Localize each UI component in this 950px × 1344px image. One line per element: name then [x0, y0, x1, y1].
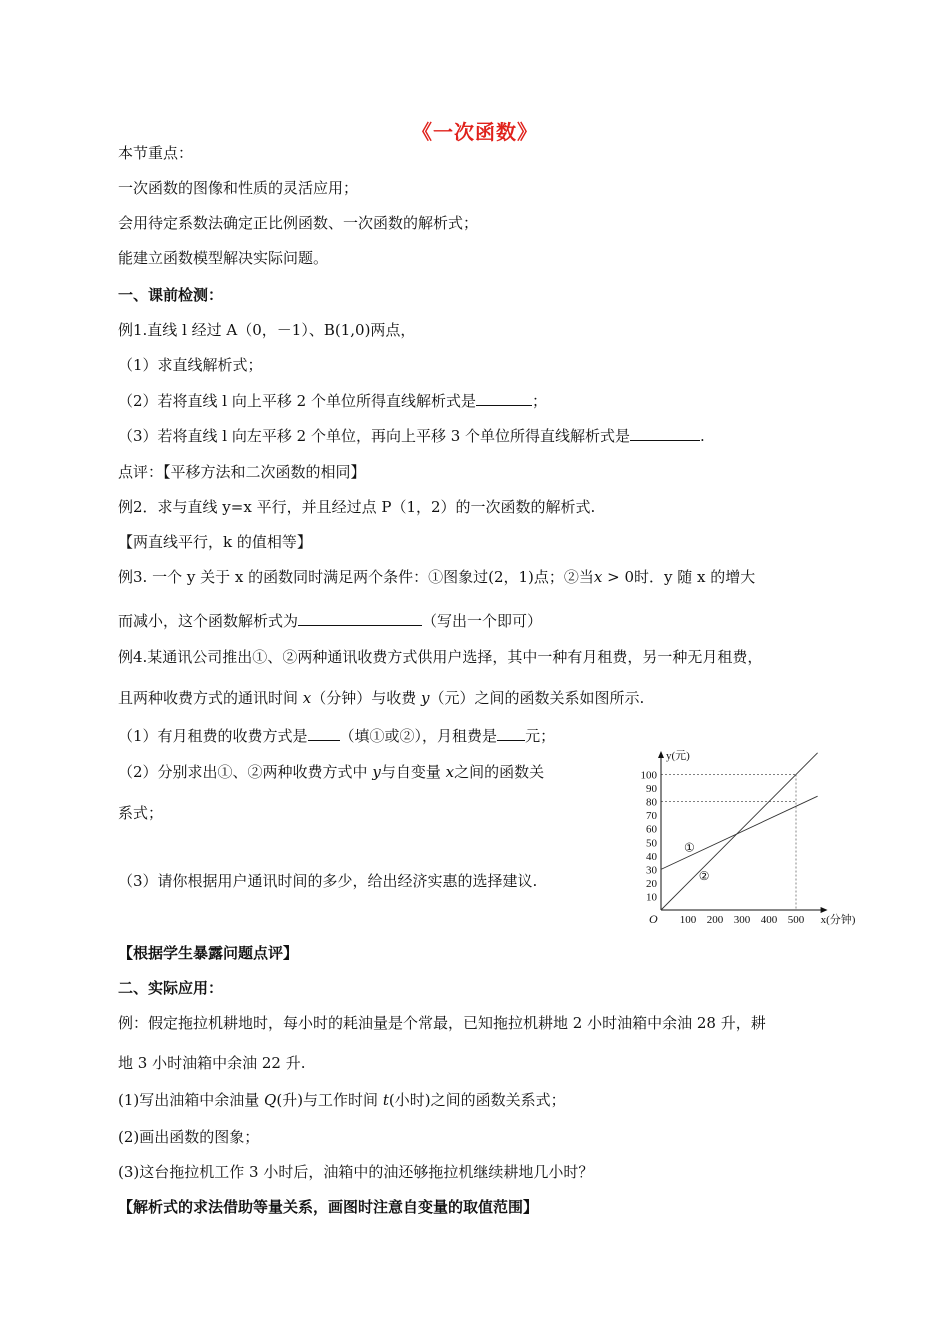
- ex4-line2: [118, 688, 644, 708]
- ex3-text-b: 时．y 随 x 的增大: [634, 568, 756, 586]
- ex4-q2-b: 与自变量: [380, 763, 446, 781]
- ex4-q2-var-y: y: [372, 763, 381, 781]
- series-line-1: [661, 796, 818, 869]
- s2-q3: (3)这台拖拉机工作 3 小时后，油箱中的油还够拖拉机继续耕地几小时？: [118, 1163, 594, 1181]
- ex3-text-a: 例3. 一个 y 关于 x 的函数同时满足两个条件：①图象过(2，1)点；②当: [118, 568, 594, 586]
- answer-blank: [497, 725, 525, 741]
- series-line-2: [661, 753, 818, 910]
- ex2-note: 【两直线平行，k 的值相等】: [118, 533, 312, 551]
- ex3-line2: [118, 610, 542, 631]
- section1-heading: 一、课前检测：: [118, 286, 224, 304]
- ex4-q1-c: 元；: [525, 727, 556, 745]
- y-tick-label-60: 60: [646, 823, 657, 836]
- y-tick-label-40: 40: [646, 850, 657, 863]
- answer-blank: [630, 425, 700, 441]
- ex4-q3: （3）请你根据用户通讯时间的多少，给出经济实惠的选择建议.: [118, 872, 538, 890]
- ex1-q3-text: （3）若将直线 l 向左平移 2 个单位，再向上平移 3 个单位所得直线解析式是: [118, 427, 631, 445]
- x-tick-label-400: 400: [760, 914, 778, 926]
- ex2: 例2．求与直线 y=x 平行，并且经过点 P（1，2）的一次函数的解析式.: [118, 498, 596, 516]
- y-tick-label-10: 10: [646, 891, 657, 904]
- chart-axes: [658, 751, 828, 913]
- answer-blank: [298, 610, 422, 626]
- focus-item-1: 一次函数的图像和性质的灵活应用；: [118, 179, 359, 197]
- series-label-2: ②: [698, 869, 710, 884]
- x-axis-label: x(分钟): [820, 914, 856, 926]
- ex3-cond: > 0: [602, 568, 635, 586]
- s2-var-q: Q: [264, 1091, 277, 1109]
- ex4-q2-a: （2）分别求出①、②两种收费方式中: [118, 763, 373, 781]
- y-tick-label-30: 30: [646, 864, 657, 877]
- ex3-text-d: （写出一个即可）: [422, 612, 543, 630]
- ex3-text-c: 而减小，这个函数解析式为: [118, 612, 299, 630]
- y-tick-label-50: 50: [646, 837, 657, 850]
- ex3-line1: [118, 567, 755, 587]
- ex4-line1: 例4.某通讯公司推出①、②两种通讯收费方式供用户选择，其中一种有月租费，另一种无月租费，: [118, 648, 763, 666]
- answer-blank: [308, 725, 340, 741]
- ex1-q2-end: ；: [531, 392, 547, 410]
- s2-tip: 【解析式的求法借助等量关系，画图时注意自变量的取值范围】: [118, 1198, 539, 1216]
- ex1-q2-text: （2）若将直线 l 向上平移 2 个单位所得直线解析式是: [118, 392, 476, 410]
- ex4-q1-a: （1）有月租费的收费方式是: [118, 727, 308, 745]
- ex4-text-c: （元）之间的函数关系如图所示.: [429, 689, 645, 707]
- ex3-var-x: x: [593, 568, 603, 586]
- ex1-q3: [118, 425, 705, 446]
- s2-ex-line1: 例：假定拖拉机耕地时，每小时的耗油量是个常最，已知拖拉机耕地 2 小时油箱中余油 28 升，耕: [118, 1014, 766, 1032]
- y-tick-label-90: 90: [646, 783, 657, 796]
- series-label-1: ①: [683, 840, 695, 855]
- x-tick-label-100: 100: [679, 914, 697, 926]
- focus-item-3: 能建立函数模型解决实际问题。: [118, 249, 329, 267]
- x-tick-label-500: 500: [787, 914, 805, 926]
- y-tick-label-80: 80: [646, 796, 657, 809]
- y-axis-arrow: [658, 751, 664, 758]
- chart-series: [661, 753, 818, 910]
- ex4-q1-b: （填①或②），月租费是: [339, 727, 498, 745]
- comment-1: 点评：【平移方法和二次函数的相同】: [118, 463, 366, 481]
- x-tick-label-200: 200: [706, 914, 724, 926]
- ex4-q2-c: 之间的函数关: [454, 763, 545, 781]
- document-title: 《一次函数》: [412, 120, 538, 144]
- ex1-q1: （1）求直线解析式；: [118, 356, 263, 374]
- y-axis-label: y(元): [666, 749, 690, 762]
- ex4-text-b: （分钟）与收费: [311, 689, 422, 707]
- origin-label: O: [649, 912, 658, 926]
- focus-item-2: 会用待定系数法确定正比例函数、一次函数的解析式；: [118, 214, 479, 232]
- x-axis-arrow: [821, 907, 828, 913]
- s2-q1-a: (1)写出油箱中余油量: [118, 1091, 265, 1109]
- comment-2: 【根据学生暴露问题点评】: [118, 944, 299, 962]
- s2-q1-c: (小时)之间的函数关系式；: [388, 1091, 566, 1109]
- ex4-q2: [118, 762, 544, 782]
- y-tick-label-100: 100: [640, 769, 657, 782]
- ex1-q3-end: .: [700, 427, 705, 445]
- s2-q1-b: (升)与工作时间: [276, 1091, 383, 1109]
- ex1-stem: 例1.直线 l 经过 A（0，－1）、B(1,0)两点，: [118, 321, 416, 339]
- ex4-q1: [118, 725, 555, 746]
- y-tick-label-20: 20: [646, 877, 657, 890]
- s2-q1: [118, 1090, 566, 1110]
- fee-chart: [610, 730, 856, 930]
- section2-heading: 二、实际应用：: [118, 979, 224, 997]
- x-tick-label-300: 300: [733, 914, 751, 926]
- s2-var-t: t: [382, 1091, 389, 1109]
- ex4-q2-line2: 系式；: [118, 804, 164, 822]
- ex4-q2-var-x: x: [445, 763, 455, 781]
- ex4-var-x: x: [302, 689, 312, 707]
- ex4-var-y: y: [421, 689, 430, 707]
- focus-heading: 本节重点：: [118, 144, 194, 162]
- s2-q2: (2)画出函数的图象；: [118, 1128, 260, 1146]
- answer-blank: [476, 390, 532, 406]
- y-tick-label-70: 70: [646, 810, 657, 823]
- ex1-q2: [118, 390, 547, 411]
- ex4-text-a: 且两种收费方式的通讯时间: [118, 689, 303, 707]
- s2-ex-line2: 地 3 小时油箱中余油 22 升.: [118, 1054, 306, 1072]
